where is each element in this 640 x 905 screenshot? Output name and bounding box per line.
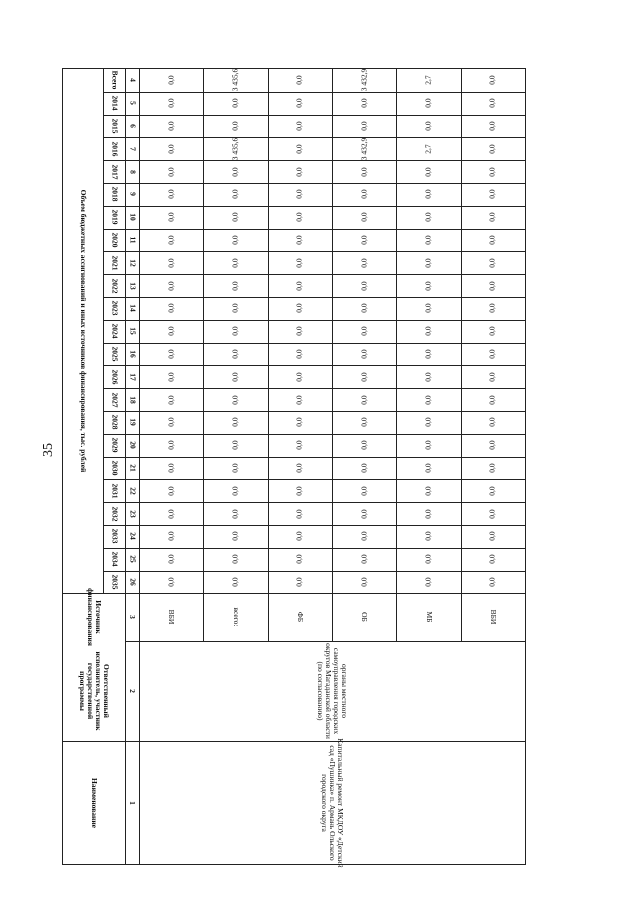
column-number: 14 <box>127 304 137 313</box>
table-cell: 0,0 <box>294 554 304 564</box>
table-cell: 0,0 <box>423 98 433 108</box>
table-cell: 0,0 <box>166 577 176 587</box>
table-cell: 0,0 <box>294 531 304 542</box>
table-cell: 0,0 <box>359 121 369 131</box>
column-number: 24 <box>127 532 137 541</box>
table-cell: 0,0 <box>423 440 433 450</box>
table-cell: 0,0 <box>294 189 304 200</box>
table-cell: 0,0 <box>359 486 369 496</box>
table-cell: 0,0 <box>166 75 176 86</box>
table-cell: 0,0 <box>487 189 497 200</box>
table-cell: 0,0 <box>359 463 369 473</box>
table-cell: 0,0 <box>230 235 240 245</box>
column-number: 19 <box>127 418 137 427</box>
column-number: 26 <box>127 578 137 586</box>
table-cell: 0,0 <box>487 508 497 519</box>
table-cell: 0,0 <box>487 577 497 587</box>
table-cell: 0,0 <box>230 372 240 382</box>
table-cell: 0,0 <box>230 463 240 473</box>
year-label: 2016 <box>109 141 119 157</box>
table-gridline <box>103 69 104 593</box>
table-cell: 3 435,6 <box>230 69 240 92</box>
column-number: 7 <box>127 146 137 151</box>
table-cell: 0,0 <box>359 212 369 222</box>
table-cell: 0,0 <box>423 212 433 222</box>
year-label: 2031 <box>109 483 119 499</box>
source-cell: ФБ <box>295 612 305 623</box>
column-number: 12 <box>127 259 137 267</box>
table-cell: 0,0 <box>166 303 176 314</box>
table-cell: 0,0 <box>487 554 497 564</box>
column-number: 4 <box>127 78 137 83</box>
table-cell: 0,0 <box>359 554 369 564</box>
table-cell: 0,0 <box>487 212 497 222</box>
column-number: 9 <box>127 192 137 197</box>
table-cell: 0,0 <box>230 121 240 131</box>
table-cell: 0,0 <box>294 417 304 428</box>
year-label: 2023 <box>109 300 119 316</box>
table-cell: 0,0 <box>166 189 176 200</box>
year-label: 2014 <box>109 95 119 111</box>
year-label: 2032 <box>109 506 119 522</box>
volume-header: Объем бюджетных ассигнований и иных источников финансирования, тыс. рублей <box>79 189 89 473</box>
table-cell: 0,0 <box>487 349 497 359</box>
column-number: 15 <box>127 327 137 335</box>
table-cell: 0,0 <box>423 189 433 200</box>
table-cell: 0,0 <box>230 508 240 519</box>
table-cell: 0,0 <box>423 531 433 542</box>
name-header: Наименование <box>90 777 99 828</box>
table-cell: 0,0 <box>423 508 433 519</box>
table-cell: 0,0 <box>423 166 433 177</box>
table-cell: 0,0 <box>294 486 304 496</box>
table-cell: 0,0 <box>230 98 240 108</box>
table-cell: 0,0 <box>230 531 240 542</box>
table-cell: 0,0 <box>423 326 433 336</box>
column-number: 5 <box>127 101 137 106</box>
column-number: 20 <box>127 441 137 449</box>
table-cell: 0,0 <box>166 486 176 496</box>
table-gridline <box>396 69 397 641</box>
table-cell: 0,0 <box>230 326 240 336</box>
table-cell: 0,0 <box>359 531 369 542</box>
table-cell: 0,0 <box>359 440 369 450</box>
year-label: 2022 <box>109 278 119 294</box>
table-cell: 0,0 <box>230 189 240 200</box>
table-cell: 0,0 <box>230 486 240 496</box>
table-cell: 0,0 <box>423 417 433 428</box>
table-cell: 0,0 <box>359 508 369 519</box>
source-cell: ВБИ <box>167 610 177 625</box>
table-cell: 0,0 <box>166 508 176 519</box>
table-cell: 0,0 <box>359 280 369 291</box>
table-cell: 0,0 <box>487 75 497 86</box>
column-number: 6 <box>127 124 137 128</box>
executor-text: органы местного самоуправления городских округов Магаданской области (по согласованию) <box>316 643 349 740</box>
table-cell: 0,0 <box>423 486 433 496</box>
table-cell: 0,0 <box>487 440 497 450</box>
table-cell: 0,0 <box>487 121 497 131</box>
table-cell: 0,0 <box>294 144 304 154</box>
source-header: Источник финансирования <box>86 588 103 647</box>
year-label: 2030 <box>109 460 119 476</box>
year-label: 2020 <box>109 232 119 248</box>
table-cell: 0,0 <box>423 121 433 131</box>
table-cell: 0,0 <box>359 189 369 200</box>
table-cell: 0,0 <box>294 440 304 450</box>
table-cell: 0,0 <box>166 554 176 564</box>
column-number: 17 <box>127 373 137 381</box>
year-label: 2034 <box>109 551 119 567</box>
table-cell: 0,0 <box>166 463 176 473</box>
table-cell: 0,0 <box>294 577 304 587</box>
table-cell: 0,0 <box>230 166 240 177</box>
year-label: 2029 <box>109 437 119 453</box>
table-cell: 0,0 <box>166 258 176 268</box>
table-cell: 0,0 <box>166 144 176 154</box>
column-number: 22 <box>127 487 137 495</box>
table-gridline <box>461 69 462 641</box>
column-number: 11 <box>127 236 137 244</box>
table-cell: 0,0 <box>294 394 304 405</box>
table-cell: 0,0 <box>359 303 369 314</box>
column-number: 1 <box>128 800 137 805</box>
budget-table <box>62 68 526 868</box>
year-label: 2024 <box>109 323 119 339</box>
table-cell: 0,0 <box>423 372 433 382</box>
column-number: 25 <box>127 555 137 563</box>
table-cell: 0,0 <box>294 326 304 336</box>
table-cell: 0,0 <box>294 372 304 382</box>
year-label: 2017 <box>109 164 119 180</box>
table-cell: 0,0 <box>294 463 304 473</box>
table-cell: 0,0 <box>487 326 497 336</box>
table-cell: 0,0 <box>423 280 433 291</box>
table-cell: 0,0 <box>487 463 497 473</box>
table-cell: 0,0 <box>423 235 433 245</box>
table-cell: 0,0 <box>359 235 369 245</box>
year-label: 2015 <box>109 118 119 134</box>
table-cell: 0,0 <box>359 394 369 405</box>
table-cell: 0,0 <box>230 280 240 291</box>
year-label: 2025 <box>109 346 119 362</box>
table-cell: 0,0 <box>166 349 176 359</box>
table-cell: 0,0 <box>166 212 176 222</box>
year-label: 2021 <box>109 255 119 271</box>
table-cell: 0,0 <box>359 166 369 177</box>
year-label: 2026 <box>109 369 119 385</box>
table-cell: 0,0 <box>423 258 433 268</box>
table-cell: 0,0 <box>359 577 369 587</box>
table-cell: 0,0 <box>166 394 176 405</box>
table-cell: 0,0 <box>487 258 497 268</box>
table-cell: 3 432,9 <box>359 69 369 92</box>
year-label: 2027 <box>109 392 119 408</box>
table-cell: 0,0 <box>359 349 369 359</box>
source-cell: МБ <box>424 611 434 623</box>
table-cell: 0,0 <box>487 98 497 108</box>
table-cell: 0,0 <box>166 531 176 542</box>
table-cell: 0,0 <box>359 326 369 336</box>
year-label: 2033 <box>109 528 119 544</box>
table-cell: 0,0 <box>487 417 497 428</box>
table-cell: 0,0 <box>487 372 497 382</box>
table-cell: 0,0 <box>166 326 176 336</box>
column-number: 16 <box>127 350 137 358</box>
table-cell: 0,0 <box>423 394 433 405</box>
table-gridline <box>203 69 204 641</box>
table-gridline <box>332 69 333 641</box>
table-cell: 0,0 <box>423 303 433 314</box>
table-cell: 0,0 <box>487 531 497 542</box>
table-cell: 0,0 <box>230 258 240 268</box>
table-cell: 0,0 <box>294 303 304 314</box>
table-cell: 0,0 <box>294 75 304 86</box>
column-number: 8 <box>127 169 137 174</box>
source-cell: ОБ <box>360 612 370 623</box>
column-number: 2 <box>128 689 137 694</box>
table-cell: 0,0 <box>294 121 304 131</box>
table-cell: 0,0 <box>166 372 176 382</box>
table-cell: 0,0 <box>487 144 497 154</box>
column-number: 3 <box>128 615 137 620</box>
table-cell: 0,0 <box>294 258 304 268</box>
table-cell: 3 432,9 <box>359 137 369 161</box>
table-cell: 0,0 <box>294 508 304 519</box>
table-cell: 0,0 <box>230 440 240 450</box>
table-cell: 0,0 <box>359 417 369 428</box>
table-cell: 0,0 <box>294 166 304 177</box>
table-cell: 0,0 <box>294 280 304 291</box>
executor-header: Ответственный исполнитель, участник государственной программы <box>78 651 111 731</box>
column-number: 18 <box>127 395 137 404</box>
name-text: Капитальный ремонт МКДОУ «Детский сад «Пушинка» п. Армань Ольского городского округа <box>320 737 345 868</box>
table-cell: 0,0 <box>166 98 176 108</box>
year-label: 2019 <box>109 209 119 225</box>
source-cell: всего: <box>231 607 241 627</box>
table-gridline <box>268 69 269 641</box>
table-cell: 0,0 <box>294 98 304 108</box>
table-gridline <box>139 69 140 864</box>
table-cell: 0,0 <box>230 303 240 314</box>
table-cell: 0,0 <box>230 212 240 222</box>
year-label: 2028 <box>109 414 119 430</box>
table-cell: 0,0 <box>487 486 497 496</box>
table-gridline <box>63 741 525 742</box>
table-cell: 0,0 <box>294 349 304 359</box>
table-cell: 0,0 <box>487 303 497 314</box>
table-cell: 0,0 <box>359 258 369 268</box>
table-cell: 2,7 <box>423 75 433 86</box>
table-cell: 0,0 <box>166 121 176 131</box>
table-cell: 0,0 <box>423 577 433 587</box>
source-cell: ВБИ <box>488 610 498 625</box>
table-cell: 0,0 <box>166 440 176 450</box>
column-number: 23 <box>127 509 137 518</box>
table-cell: 0,0 <box>423 554 433 564</box>
year-label: Всего <box>109 71 119 90</box>
table-cell: 3 435,6 <box>230 137 240 161</box>
table-cell: 0,0 <box>359 98 369 108</box>
table-cell: 0,0 <box>230 417 240 428</box>
table-cell: 0,0 <box>230 577 240 587</box>
column-number: 10 <box>127 213 137 221</box>
column-number: 21 <box>127 464 137 472</box>
page-number: 35 <box>41 443 56 457</box>
table-cell: 0,0 <box>487 235 497 245</box>
table-cell: 0,0 <box>230 554 240 564</box>
table-cell: 0,0 <box>166 417 176 428</box>
table-cell: 0,0 <box>166 166 176 177</box>
year-label: 2018 <box>109 186 119 202</box>
table-cell: 0,0 <box>423 349 433 359</box>
table-cell: 0,0 <box>487 394 497 405</box>
table-cell: 0,0 <box>166 235 176 245</box>
table-cell: 0,0 <box>359 372 369 382</box>
column-number: 13 <box>127 281 137 290</box>
table-cell: 0,0 <box>294 212 304 222</box>
table-cell: 0,0 <box>294 235 304 245</box>
table-cell: 0,0 <box>230 394 240 405</box>
table-cell: 2,7 <box>423 144 433 154</box>
table-cell: 0,0 <box>166 280 176 291</box>
year-label: 2035 <box>109 574 119 590</box>
table-cell: 0,0 <box>423 463 433 473</box>
table-cell: 0,0 <box>230 349 240 359</box>
table-cell: 0,0 <box>487 280 497 291</box>
table-cell: 0,0 <box>487 166 497 177</box>
